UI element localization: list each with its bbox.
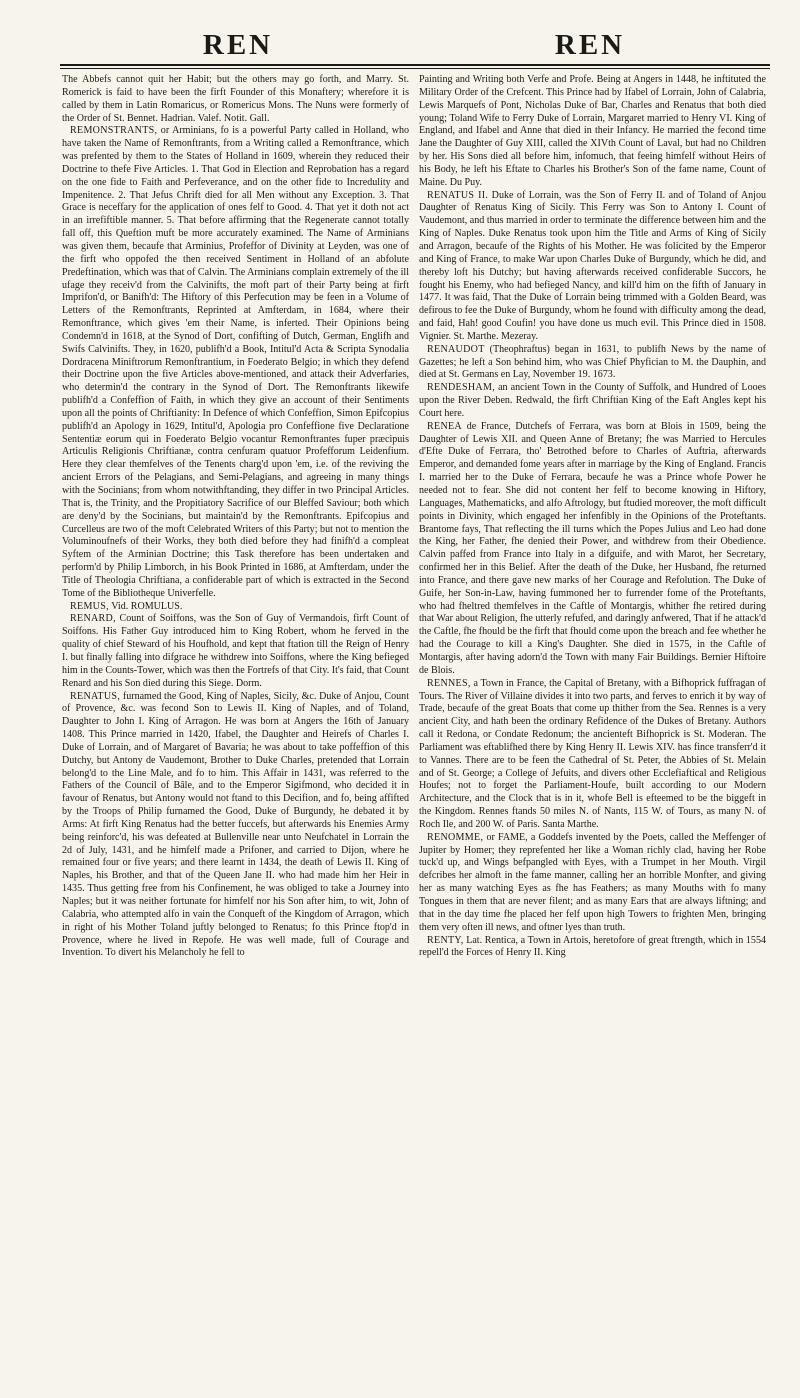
entry <box>62 613 409 690</box>
running-head-right: REN <box>554 29 626 61</box>
entry-headword: RENNES, <box>427 677 471 689</box>
entry <box>419 190 766 344</box>
entry <box>62 601 409 614</box>
entry-text: Lat. Rentica, a Town in Artois, heretofore of great ftrength, which in 1554 repell'd the Forces of Henry II. King <box>419 934 766 959</box>
entry-headword: RENATUS II. <box>427 189 489 201</box>
entry-text: de France, Dutchefs of Ferrara, was born at Blois in 1509, being the Daughter of Lewis XII. and Queen Anne of Bretany; fhe was Married to Hercules d'Efte Duke of Ferrara, tho' Betrothed before to Charles of Auftria, afterwards Emperor, and demanded fome years after in marriage by the King of England. Francis I. married her to the Duke of Ferrara, becaufe he was a Prince whofe Power he needed not to fear. She did not content her felf to become knowing in Hiftory, Languages, Mathematicks, and alfo Aftrology, but ftudied moreover, the moft difficult points in Divinity, which engaged her infenfibly in the Opinions of the Proteftants. Brantome fays, That reflecting the ill turns which the Popes Julius and Leo had done the King, her Father, fhe denied their Power, and withdrew from their Obedience. Calvin paffed from France into Italy in a difguife, and with Marot, her Secretary, confirmed her in this Belief. After the death of the Duke, her Husband, fhe returned into France, and there gave new marks of her Courage and Refolution. The Duke of Guife, her Son-in-Law, having fummoned her to furrender fome of the Proteftants, who had fheltred themfelves in the Caftle of Montargis, whither fhe retired during that War about Religion, fhe utterly refufed, and daringly anfwered, That if he attack'd the Caftle, fhe fhould be the firft that fhould come upon the breach and fee whether he had the Courage to kill a King's Daughter. She died in 1575, in the Caftle of Montargis, after having adorn'd the Town with many Fair Buildings. Bernier Hiftoire de Blois. <box>419 420 766 676</box>
entry-text: Count of Soiffons, was the Son of Guy of Vermandois, firft Count of Soiffons. His Father Guy introduced him to King Robert, whom he ferved in the quality of chief Steward of his Houfhold, and kept that ftation till the Reign of Henry I. but finally falling into difgrace he withdrew into Soiffons, where the King befieged him in the Counts-Tower, which was then the Fortrefs of that City. It's faid, that Count Renard and his Son died during this Siege. Dorm. <box>62 613 409 689</box>
entry-headword: RENATUS, <box>70 690 121 702</box>
entry-text: or FAME, a Goddefs invented by the Poets, called the Meffenger of Jupiter by Homer; they reprefented her like a Woman richly clad, having her Robe tuck'd up, and Wings befpangled with Eyes, with a Trumpet in her Mouth. Virgil defcribes her almoft in the fame manner, calling her an horrible Monfter, and giving her as many watching Eyes as fhe has Feathers; as many Mouths with fo many Tongues in them that are never filent; and as many Ears that are always liftning; and that in the day time fhe placed her felf upon high Towers to frighten Men, bringing them very often ill news, and oftner lyes than truth. <box>419 831 766 933</box>
entry-text: or Arminians, fo is a powerful Party called in Holland, who have taken the Name of Remonftrants, from a Writing called a Remonftrance, which was prefented by them to the States of Holland in 1609, wherein they reduced their Doctrine to thefe Five Articles. 1. That God in Election and Reprobation has a regard on the one fide to Faith and Perfeverance, and on the other fide to Incredulity and Impenitence. 2. That Jefus Chrift died for all Men without any Exception. 3. That Grace is neceffary for the application of ones felf to Good. 4. That yet it doth not act in an irrefiftible manner. 5. That before affirming that the Regenerate cannot totally fall off, this Queftion muft be more accurately examined. The Name of Arminians was given them, becaufe that Arminius, Profeffor of Divinity at Leyden, was one of the firft who oppofed the then received Sentiment in Holland of an abfolute Predeftination, which was that of Calvin. The Arminians complain extremely of the ill ufage they receiv'd from the Calvinifts, the moft part of their Party being at firft Imprifon'd, or Banifh'd: The Hiftory of this Perfecution may be feen in a Volume of Letters of the Remonftrants, Reprinted at Amfterdam, in 1684, where their Remonftrance, which gives 'em their Name, is inferted. Their Opinions being Condemn'd in 1618, at the Synod of Dort, confifting of Dutch, German, Englifh and Swifs Calvinifts. They, in 1620, publifh'd a Book, Intitul'd Acta & Scripta Synodalia Dordracena Miniftrorum Remonftrantium, in Foederato Belgio; in which they defend their Doctrine upon the five Articles above-mentioned, and attack their Adverfaries, who determin'd the contrary in the Synod of Dort. The Remonftrants likewife publifh'd a Confeffion of Faith, in which they give an account of their Sentiments upon all the points of Chriftianity: In Defence of which Confeffion, Simon Epifcopius publifh'd an Apology in 1629, Intitul'd, Apologia pro Confeffione five Declaratione Sententiæ eorum qui in Foederato Belgio vocantur Remonftrantes fuper præcipuis Articulis Religionis Chriftianæ, contra cenfuram quatuor Profefforum Leidenfium. Here they clear themfelves of the Tenents charg'd upon 'em, i.e. of the reviving the ancient Errors of the Pelagians, and Semi-Pelagians, and agreeing in many things with the Socinians; from whom notwithftanding, they differ in two Principal Articles. That is, the Trinity, and the Propitiatory Sacrifice of our Bleffed Saviour; both which are deny'd by the Socinians, but maintain'd by the Remonftrants. Epifcopius and Curcelleus are two of the moft Celebrated Writers of this Party; but not to mention the Voluminoufnefs of their Works, they both died before they had finifh'd a compleat Syftem of the Arminian Doctrine; this Task therefore has been undertaken and perform'd by Philip Limborch, in his Book Printed in 1686, at Amfterdam, under the Title of Theologia Chriftiana, a confiderable part of which is extracted in the Second Tome of the Bibliotheque Univerfelle. <box>62 125 409 599</box>
left-column <box>62 74 409 1392</box>
entry <box>419 344 766 383</box>
entry-headword: RENARD, <box>70 613 116 625</box>
entry-headword: RENTY, <box>427 934 464 946</box>
entry <box>419 382 766 421</box>
right-column <box>419 74 766 1392</box>
entry-text: an ancient Town in the County of Suffolk, and Hundred of Looes upon the River Deben. Redwald, the firft Chriftian King of the Eaft Angles kept his Court here. <box>419 382 766 419</box>
entry <box>62 125 409 600</box>
entry-text: Painting and Writing both Verfe and Profe. Being at Angers in 1448, he inftituted the Military Order of the Crefcent. This Prince had by Ifabel of Lorrain, John of Calabria, Lewis Marquefs of Pont, Nicholas Duke of Bar, Charles and Renatus that both died young; Toland Wife to Ferry Duke of Lorrain, Margaret married to Henry VI. King of England, and Ifabel and Anne that died in their Infancy. He married the fecond time Jane the Daughter of Guy XIII, called the XIVth Count of Laval, but had no Children by her. His Sons died all before him, infomuch, that feeing himfelf without Heirs of his Body, he left his Eftate to Charles his Brother's Son of the fame name, Count of Maine. Du Puy. <box>419 74 766 188</box>
entry <box>419 832 766 935</box>
running-head-left: REN <box>202 29 274 61</box>
entry-headword: REMONSTRANTS, <box>70 125 158 137</box>
entry-text: The Abbefs cannot quit her Habit; but the others may go forth, and Marry. St. Romerick is faid to have been the firft Founder of this Monaftery; wherefore it is called by them in Latin Romaricus, or Romericus Mons. The Nuns were formerly of the Order of St. Bennet. Hadrian. Valef. Notit. Gall. <box>62 74 409 124</box>
entry <box>419 421 766 678</box>
entry-headword: RENOMME, <box>427 831 484 843</box>
entry-text: Duke of Lorrain, was the Son of Ferry II. and of Toland of Anjou Daughter of Renatus King of Sicily. This Ferry was Son to Antony I. Count of Vaudemont, and thus married in order to terminate the difference between him and the King of Naples. Duke Renatus took upon him the Title and Arms of King of Sicily and Arragon, becaufe of the Rights of his Mother. He was folicited by the Emperor and King of France, to make War upon Charles Duke of Burgundy, which he did, and thereby loft his Dutchy; but having afterwards received confiderable Succors, he fought his Enemy, who had befieged Nancy, and kill'd him on the fifth of January in 1477. It was faid, That the Duke of Lorrain being trimmed with a Golden Beard, was defirous to fee the Duke of Burgundy, whom he found with difficulty among the dead, and faid, Hah! good Coufin! you have done us much evil. This Prince died in 1508. Vignier. St. Marthe. Mezeray. <box>419 189 766 342</box>
entry-headword: RENDESHAM, <box>427 382 496 394</box>
entry <box>419 935 766 961</box>
entry-text: Vid. ROMULUS. <box>108 600 183 612</box>
entry-text: furnamed the Good, King of Naples, Sicily, &c. Duke of Anjou, Count of Provence, &c. was fecond Son to Lewis II. King of Naples, and of Toland, Daughter to John I. King of Arragon. He was born at Angers the 16th of January 1408. This Prince married in 1420, Ifabel, the Daughter and Heirefs of Charles I. Duke of Lorrain, and of Margaret of Bavaria; he was about to take poffeffion of this Dutchy, but Antony de Vaudemont, Brother to Duke Charles, pretended that Lorrain belong'd to the Line Male, and fo to him. This Affair in 1431, was referred to the Fathers of the Council of Bâle, and to the Emperor Sigifmond, who decided it in favour of Renatus, but Antony would not ftand to this Decifion, and fo, being affifted by the Troops of Philip furnamed the Good, Duke of Burgundy, he debated it by Arms: At firft King Renatus had the better fuccefs, but afterwards his Enemies Army being reinforc'd, his was defeated at Bullenville near unto Neufchatel in Lorrain the 2d of July, 1431, and he himfelf made a Prifoner, and carried to Dijon, where he remained four or five years; and there learnt in 1434, the death of Lewis II. King of Naples, his Brother, and that of the Queen Jane II. who had made him her Heir in 1435. Thus getting free from his Confinement, he was obliged to take a Journey into Naples; but it was neither fortunate for himfelf nor his Son after him, to wit, John of Calabria, who attempted alfo in vain the Conqueft of the Kingdom of Arragon, which in right of his Mother Toland juftly belonged to Renatus; fo this Prince ftop'd in Provence, where he lived in Repofe. He was well made, full of Courage and Invention. To divert his Melancholy he fell to <box>62 690 409 959</box>
header-rule <box>60 64 770 66</box>
running-head <box>62 30 766 64</box>
entry-text: (Theophraftus) began in 1631, to publifh News by the name of Gazettes; he left a Son behind him, who was Chief Phyfician to M. the Dauphin, and died at St. Germans en Lay, November 19. 1673. <box>419 343 766 381</box>
entry <box>62 691 409 961</box>
header-rule-thin <box>60 68 770 69</box>
entry <box>419 678 766 832</box>
entry-text: a Town in France, the Capital of Bretany, with a Bifhoprick fuffragan of Tours. The River of Villaine divides it into two parts, and ferves to enrich it by way of Trade, becaufe of the great Boats that come up thither from the Sea. Rennes is a very ancient City, and hath been the ordinary Refidence of the Dukes of Bretany. Authors call it Redona, or Condate Redonum; the ancienteft Bifhoprick is St. Moderan. The Parliament was eftablifhed there by King Henry II. Lewis XIV. has fince transferr'd it to Vannes. There are to be feen the Cathedral of St. Peter, the Abbies of St. Melain and of St. George; a College of Jefuits, and divers other Ecclefiaftical and Religious Houfes; not to forget the Parliament-Houfe, built according to our Modern Architecture, and the Clock that is in it, whofe Bell is efteemed to be the biggeft in the Kingdom. Rennes ftands 50 miles N. of Nants, 115 W. of Tours, as many N. of Roch Ile, and 200 W. of Paris. Santa Marthe. <box>419 677 766 830</box>
text-columns <box>62 74 766 1392</box>
entry-continued <box>419 74 766 190</box>
entry-headword: RENAUDOT <box>427 343 485 355</box>
entry-continued <box>62 74 409 125</box>
entry-headword: REMUS, <box>70 600 109 612</box>
entry-headword: RENEA <box>427 420 462 432</box>
